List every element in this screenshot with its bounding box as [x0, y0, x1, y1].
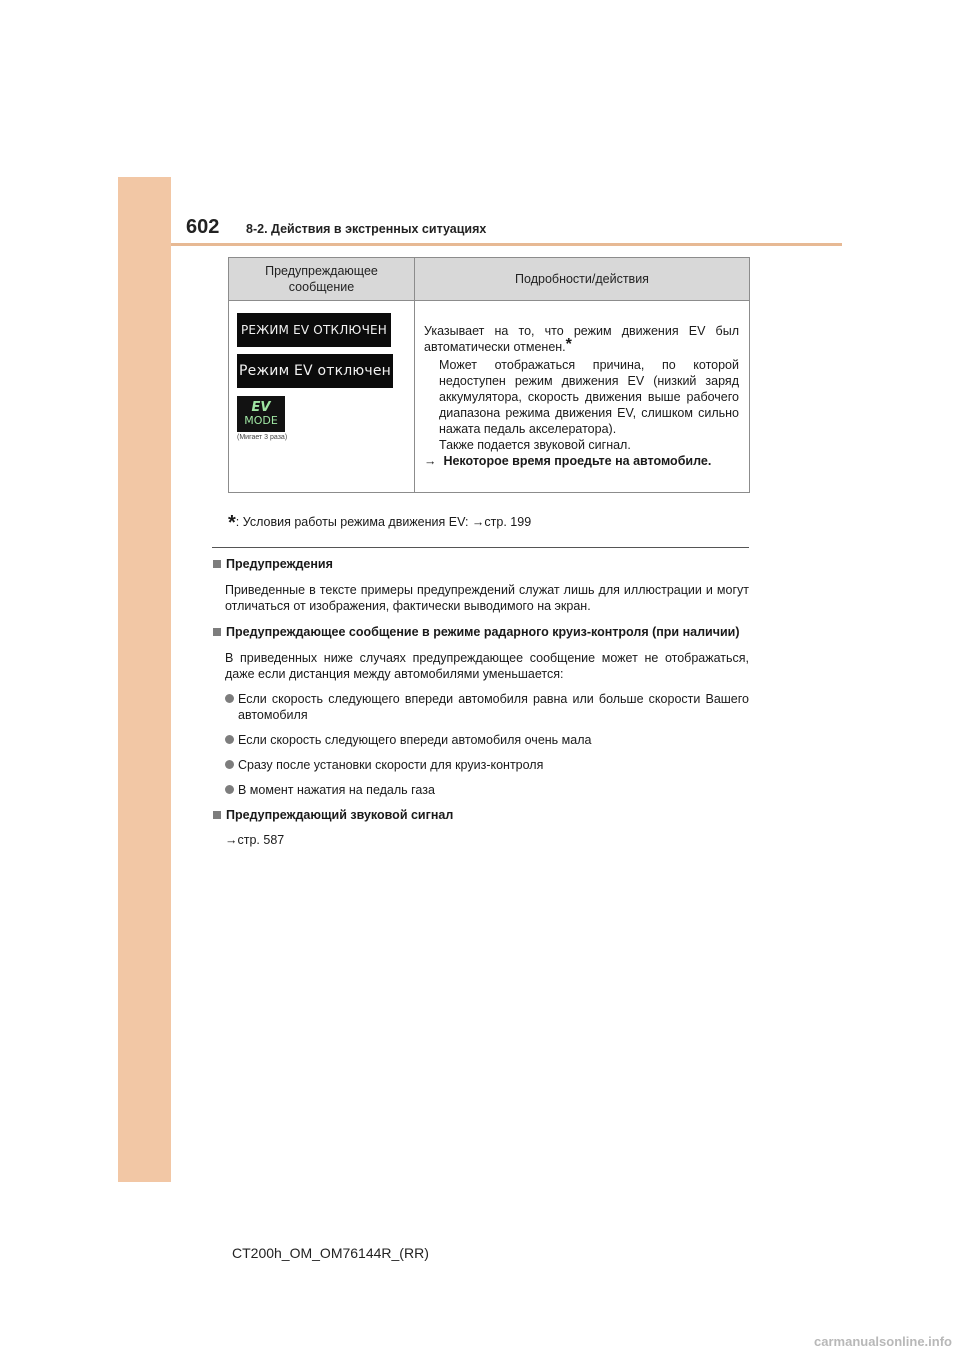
detail-line-2-text: автоматически отменен.	[424, 340, 566, 354]
watermark: carmanualsonline.info	[814, 1334, 952, 1349]
mode-icon-label: MODE	[244, 414, 278, 427]
list-item-text: Если скорость следующего впереди автомобиля равна или больше скорости Вашего автомобиля	[238, 692, 749, 722]
footnote-text: : Условия работы режима движения EV: →стр. 199	[235, 515, 532, 529]
list-item	[212, 691, 749, 723]
chapter-side-band	[118, 177, 171, 1182]
page-number: 602	[186, 216, 220, 238]
col-header-details: Подробности/действия	[415, 258, 750, 301]
arrow-icon: →	[424, 454, 437, 468]
details-cell	[415, 301, 750, 493]
detail-reason: Может отображаться причина, по которой недоступен режим движения EV (низкий заряд аккумулятора, скорость движения выше рабочего диапазона режима движения EV, слишком сильно нажата педаль акселератора).	[439, 358, 739, 436]
list-item-text: Если скорость следующего впереди автомобиля очень мала	[238, 733, 592, 747]
document-id: CT200h_OM_OM76144R_(RR)	[232, 1245, 429, 1261]
blink-note: (Мигает 3 раза)	[237, 434, 288, 441]
page-reference-link[interactable]: →стр. 587	[225, 833, 285, 847]
detail-line-1: Указывает на то, что режим движения EV был	[424, 324, 739, 338]
section-heading-warnings	[212, 556, 749, 572]
footnote-asterisk: *	[228, 512, 236, 534]
heading-text: Предупреждающее сообщение в режиме радарного круиз-контроля (при наличии)	[226, 625, 740, 639]
heading-text: Предупреждения	[226, 557, 333, 571]
action-line	[424, 453, 739, 469]
table-header-row	[229, 258, 750, 301]
asterisk-marker: *	[565, 336, 572, 353]
message-images-cell	[229, 301, 415, 493]
action-text: Некоторое время проедьте на автомобиле.	[443, 454, 712, 468]
footnote-rule	[212, 547, 749, 548]
section-title: 8-2. Действия в экстренных ситуациях	[246, 222, 487, 236]
footnote	[228, 512, 531, 535]
warning-table	[228, 257, 750, 493]
display-message-mixed-case: Режим EV отключен	[237, 354, 393, 388]
list-item	[212, 732, 749, 748]
detail-line-2	[424, 336, 739, 355]
list-item-text: Сразу после установки скорости для круиз-контроля	[238, 758, 544, 772]
col-header-message: Предупреждающее сообщение	[229, 258, 415, 301]
round-bullet-icon	[225, 760, 234, 769]
ev-mode-indicator-icon	[237, 396, 285, 432]
list-item-text: В момент нажатия на педаль газа	[238, 783, 435, 797]
list-item	[212, 782, 749, 798]
section-heading-sound	[212, 807, 749, 823]
round-bullet-icon	[225, 735, 234, 744]
square-bullet-icon	[213, 628, 221, 636]
detail-sound: Также подается звуковой сигнал.	[439, 438, 631, 452]
display-message-uppercase: РЕЖИМ EV ОТКЛЮЧЕН	[237, 313, 391, 347]
heading-text: Предупреждающий звуковой сигнал	[226, 808, 454, 822]
round-bullet-icon	[225, 785, 234, 794]
paragraph-warnings: Приведенные в тексте примеры предупреждений служат лишь для иллюстрации и могут отличаться от изображения, фактически выводимого на экран.	[225, 583, 749, 613]
table-row	[229, 301, 750, 493]
header-rule	[171, 243, 842, 246]
paragraph-radar-cruise: В приведенных ниже случаях предупреждающее сообщение может не отображаться, даже если дистанция между автомобилями уменьшается:	[225, 651, 749, 681]
body-text-block	[212, 556, 749, 848]
ev-icon-label: EV	[251, 400, 271, 415]
square-bullet-icon	[213, 811, 221, 819]
square-bullet-icon	[213, 560, 221, 568]
section-heading-radar-cruise	[212, 624, 749, 640]
list-item	[212, 757, 749, 773]
round-bullet-icon	[225, 694, 234, 703]
